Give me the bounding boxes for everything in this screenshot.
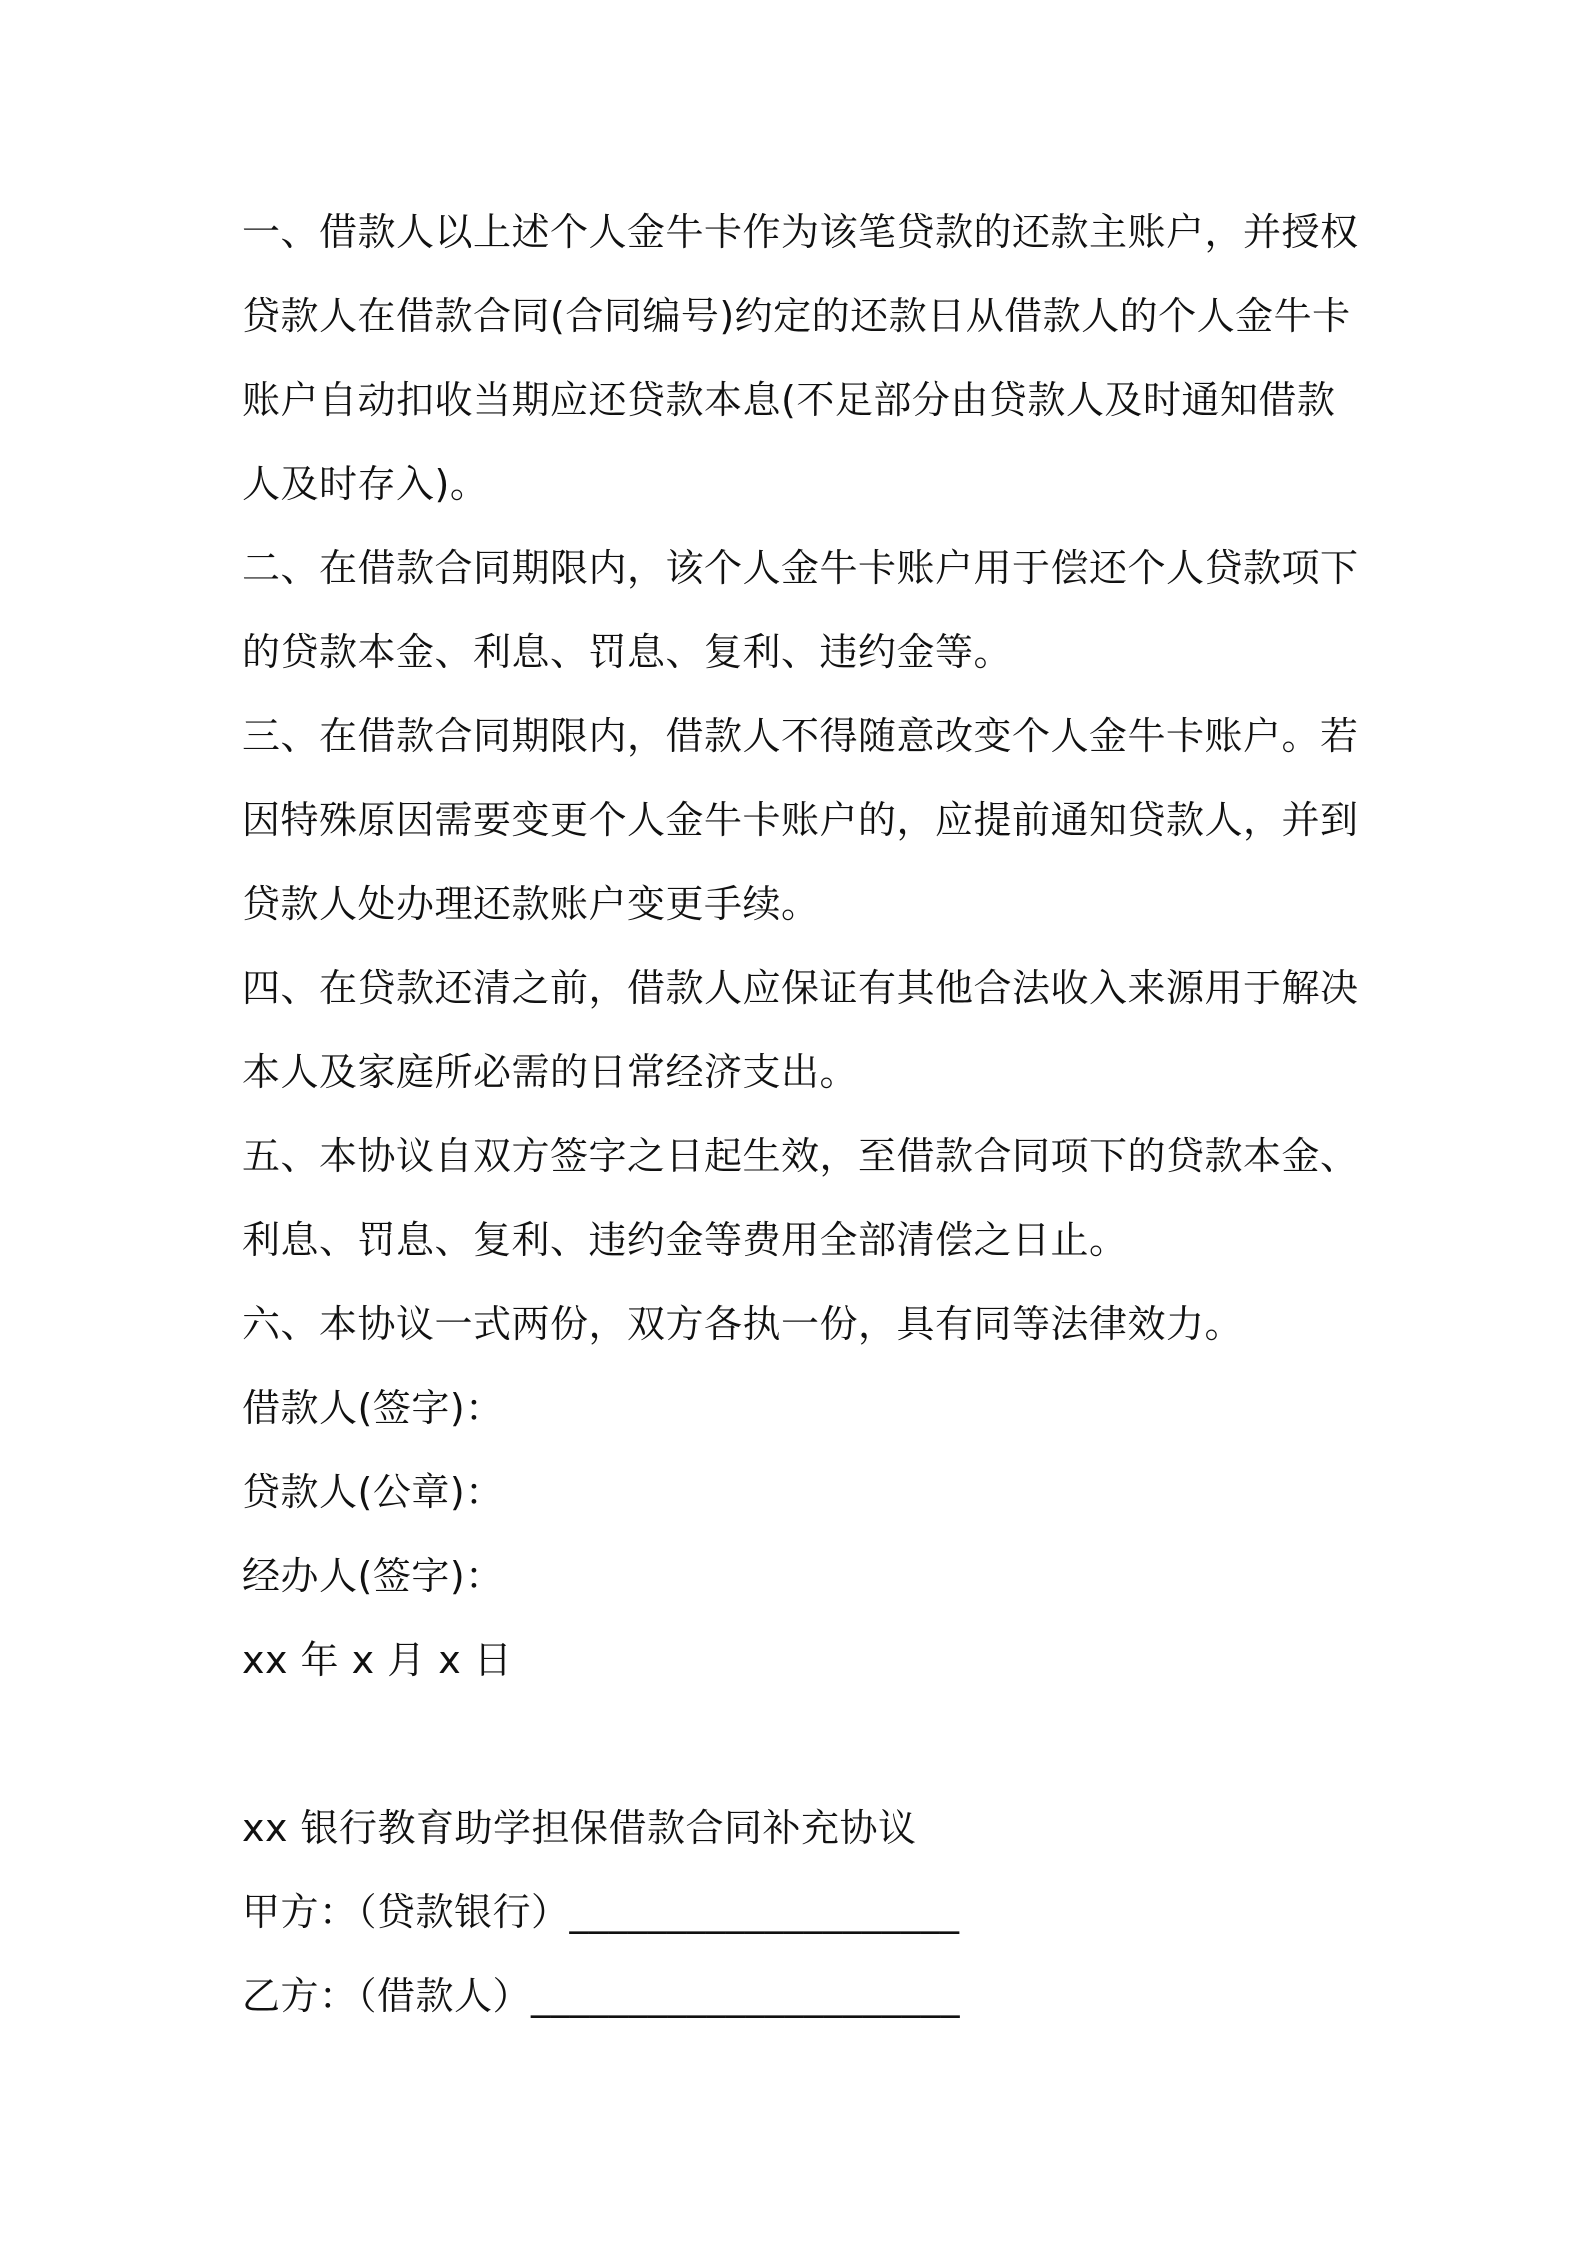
clause-2: 二、在借款合同期限内，该个人金牛卡账户用于偿还个人贷款项下的贷款本金、利息、罚息、复利、违约金等。 [242,546,1359,674]
supplement-title: xx 银行教育助学担保借款合同补充协议 [242,1806,917,1850]
party-b-line: 乙方：（借款人）______________________ [242,1974,961,2018]
borrower-signature-line: 借款人(签字)： [242,1386,504,1430]
clause-1: 一、借款人以上述个人金牛卡作为该笔贷款的还款主账户，并授权贷款人在借款合同(合同编号)约定的还款日从借款人的个人金牛卡账户自动扣收当期应还贷款本息(不足部分由贷款人及时通知借款人及时存入)。 [242,210,1359,506]
clause-3: 三、在借款合同期限内，借款人不得随意改变个人金牛卡账户。若因特殊原因需要变更个人金牛卡账户的，应提前通知贷款人，并到贷款人处办理还款账户变更手续。 [242,714,1359,926]
document-page [242,190,1362,2038]
party-a-line: 甲方：（贷款银行）____________________ [242,1890,960,1934]
clause-4: 四、在贷款还清之前，借款人应保证有其他合法收入来源用于解决本人及家庭所必需的日常经济支出。 [242,966,1359,1094]
section-gap [242,1702,1362,1786]
clause-6: 六、本协议一式两份，双方各执一份，具有同等法律效力。 [242,1302,1244,1346]
handler-signature-line: 经办人(签字)： [242,1554,504,1598]
lender-seal-line: 贷款人(公章)： [242,1470,504,1514]
clause-5: 五、本协议自双方签字之日起生效，至借款合同项下的贷款本金、利息、罚息、复利、违约金等费用全部清偿之日止。 [242,1134,1359,1262]
date-line: xx 年 x 月 x 日 [242,1638,513,1682]
